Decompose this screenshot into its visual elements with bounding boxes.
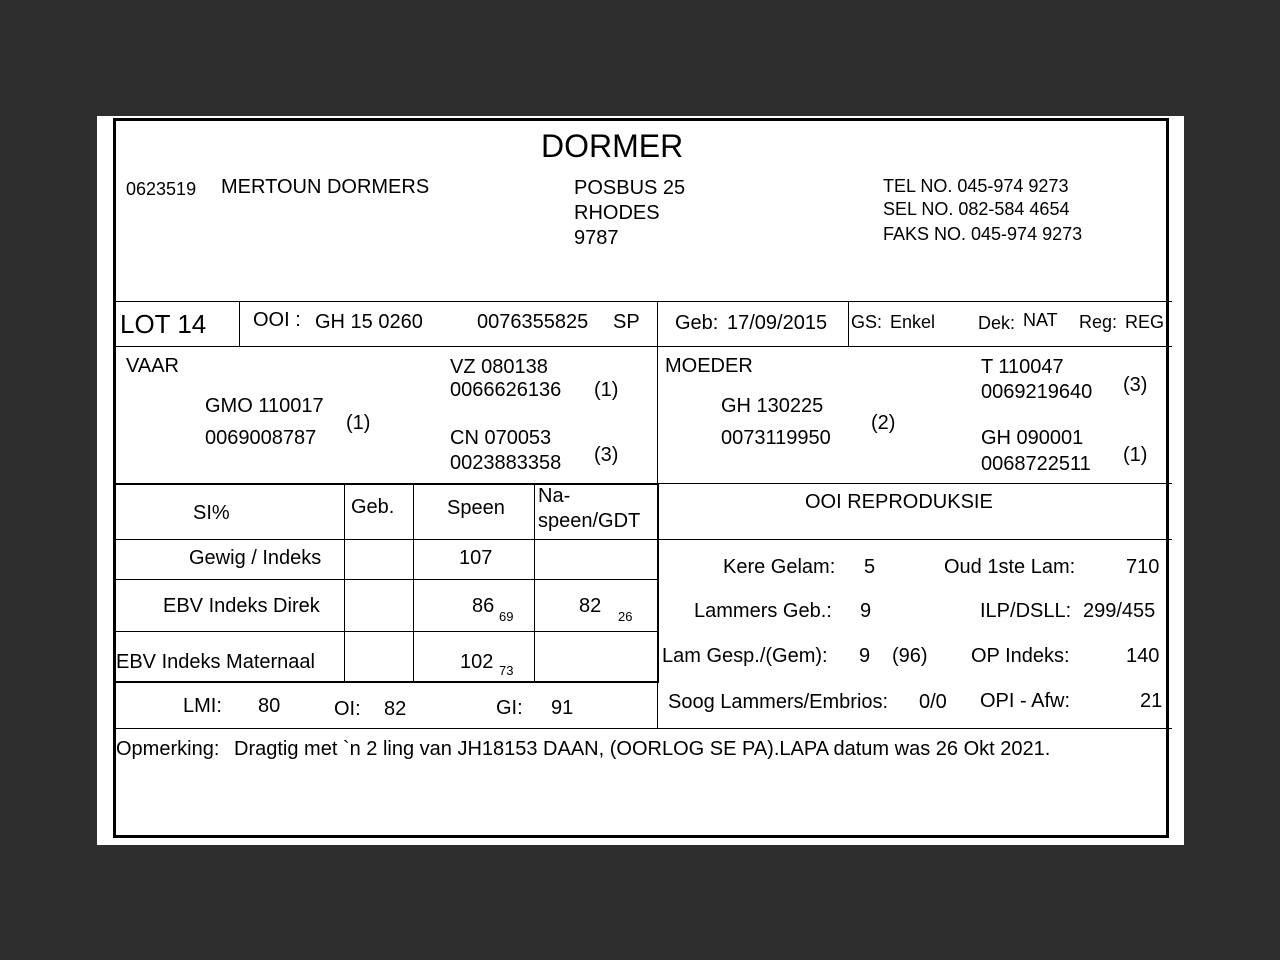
ooi-id: GH 15 0260 [315, 311, 423, 333]
reg-label: Reg: [1079, 312, 1118, 332]
divider [659, 483, 1172, 484]
divider [657, 681, 658, 728]
moeder-grade: (2) [871, 412, 896, 434]
divider [657, 301, 658, 346]
gi-value: 91 [551, 697, 574, 719]
geb-label: Geb: [675, 312, 719, 334]
oud-lam-value: 710 [1126, 556, 1160, 578]
divider [344, 484, 345, 682]
row-label: EBV Indeks Maternaal [116, 651, 315, 673]
gs-value: Enkel [890, 312, 936, 332]
lot-card [113, 118, 1169, 838]
divider [534, 484, 535, 682]
speen-header: Speen [447, 497, 505, 519]
cropped-footer-note [157, 838, 1137, 845]
divider [116, 579, 659, 580]
divider [239, 301, 240, 346]
row-label: EBV Indeks Direk [163, 595, 320, 617]
lam-gesp-value: 9 [859, 645, 871, 667]
speen-accuracy: 69 [499, 609, 514, 624]
tel-number: TEL NO. 045-974 9273 [883, 176, 1069, 196]
kere-gelam-value: 5 [864, 556, 876, 578]
lot-number: LOT 14 [120, 309, 207, 339]
moeder-id: GH 130225 [721, 395, 824, 417]
divider [116, 301, 1172, 302]
divider [413, 484, 414, 682]
oi-label: OI: [334, 698, 361, 720]
lmi-value: 80 [258, 695, 281, 717]
lam-gesp-label: Lam Gesp./(Gem): [662, 645, 828, 667]
divider [659, 539, 1172, 540]
reproduction-title: OOI REPRODUKSIE [805, 491, 993, 513]
address-line-1: POSBUS 25 [574, 177, 686, 199]
divider [116, 539, 659, 540]
breeder-code: 0623519 [126, 179, 197, 199]
soog-lammers-value: 0/0 [919, 691, 947, 713]
remarks-label: Opmerking: [116, 738, 220, 760]
divider [657, 483, 659, 683]
divider [848, 301, 849, 346]
ilp-value: 299/455 [1083, 600, 1156, 622]
soog-lammers-label: Soog Lammers/Embrios: [668, 691, 889, 713]
cn-id: CN 070053 [450, 427, 552, 449]
vz-reg-number: 0066626136 [450, 379, 562, 401]
naspeen-header-2: speen/GDT [538, 510, 641, 532]
cn-grade: (3) [594, 444, 619, 466]
vz-id: VZ 080138 [450, 356, 548, 378]
divider [116, 681, 659, 683]
naspeen-value: 82 [579, 595, 602, 617]
t-sire-reg-number: 0069219640 [981, 381, 1093, 403]
speen-accuracy: 73 [499, 663, 514, 678]
divider [116, 728, 1172, 729]
op-indeks-value: 140 [1126, 645, 1160, 667]
lmi-label: LMI: [183, 695, 222, 717]
ooi-reg-number: 0076355825 [477, 311, 589, 333]
vaar-id: GMO 110017 [205, 395, 324, 417]
geb-date: 17/09/2015 [727, 312, 828, 334]
moeder-reg-number: 0073119950 [721, 427, 831, 449]
lam-gesp-gem: (96) [892, 645, 928, 667]
t-sire-id: T 110047 [981, 356, 1064, 378]
dek-value: NAT [1023, 310, 1058, 330]
ooi-label: OOI : [253, 309, 301, 331]
gh-dam-reg-number: 0068722511 [981, 453, 1091, 475]
gs-label: GS: [851, 312, 883, 332]
lammers-geb-label: Lammers Geb.: [694, 600, 832, 622]
opi-afw-value: 21 [1140, 690, 1163, 712]
gh-dam-id: GH 090001 [981, 427, 1084, 449]
dek-label: Dek: [978, 313, 1016, 333]
moeder-label: MOEDER [665, 355, 753, 377]
divider [657, 346, 658, 484]
faks-number: FAKS NO. 045-974 9273 [883, 224, 1083, 244]
breed-title: DORMER [541, 128, 684, 164]
kere-gelam-label: Kere Gelam: [723, 556, 836, 578]
vz-grade: (1) [594, 379, 619, 401]
geb-header: Geb. [351, 496, 395, 518]
t-sire-grade: (3) [1123, 374, 1148, 396]
cn-reg-number: 0023883358 [450, 452, 562, 474]
address-line-3: 9787 [574, 227, 619, 249]
address-line-2: RHODES [574, 202, 660, 224]
op-indeks-label: OP Indeks: [971, 645, 1070, 667]
divider [116, 346, 1172, 347]
gh-dam-grade: (1) [1123, 444, 1148, 466]
vaar-grade: (1) [346, 412, 371, 434]
oud-lam-label: Oud 1ste Lam: [944, 556, 1076, 578]
divider [116, 483, 659, 485]
si-header: SI% [193, 502, 230, 524]
lammers-geb-value: 9 [860, 600, 872, 622]
remarks-text: Dragtig met `n 2 ling van JH18153 DAAN, (OORLOG SE PA).LAPA datum was 26 Okt 2021. [234, 738, 1051, 760]
ilp-label: ILP/DSLL: [980, 600, 1072, 622]
sel-number: SEL NO. 082-584 4654 [883, 199, 1070, 219]
divider [116, 631, 659, 632]
gi-label: GI: [496, 697, 523, 719]
speen-value: 102 [460, 651, 494, 673]
reg-value: REG [1125, 312, 1165, 332]
naspeen-accuracy: 26 [618, 609, 633, 624]
speen-value: 86 [472, 595, 495, 617]
vaar-label: VAAR [126, 355, 179, 377]
speen-value: 107 [459, 547, 493, 569]
opi-afw-label: OPI - Afw: [980, 690, 1071, 712]
breeder-name: MERTOUN DORMERS [221, 176, 430, 198]
naspeen-header-1: Na- [538, 485, 571, 507]
catalog-sheet [97, 116, 1184, 845]
ooi-grade: SP [613, 311, 640, 333]
row-label: Gewig / Indeks [189, 547, 322, 569]
vaar-reg-number: 0069008787 [205, 427, 317, 449]
oi-value: 82 [384, 698, 407, 720]
